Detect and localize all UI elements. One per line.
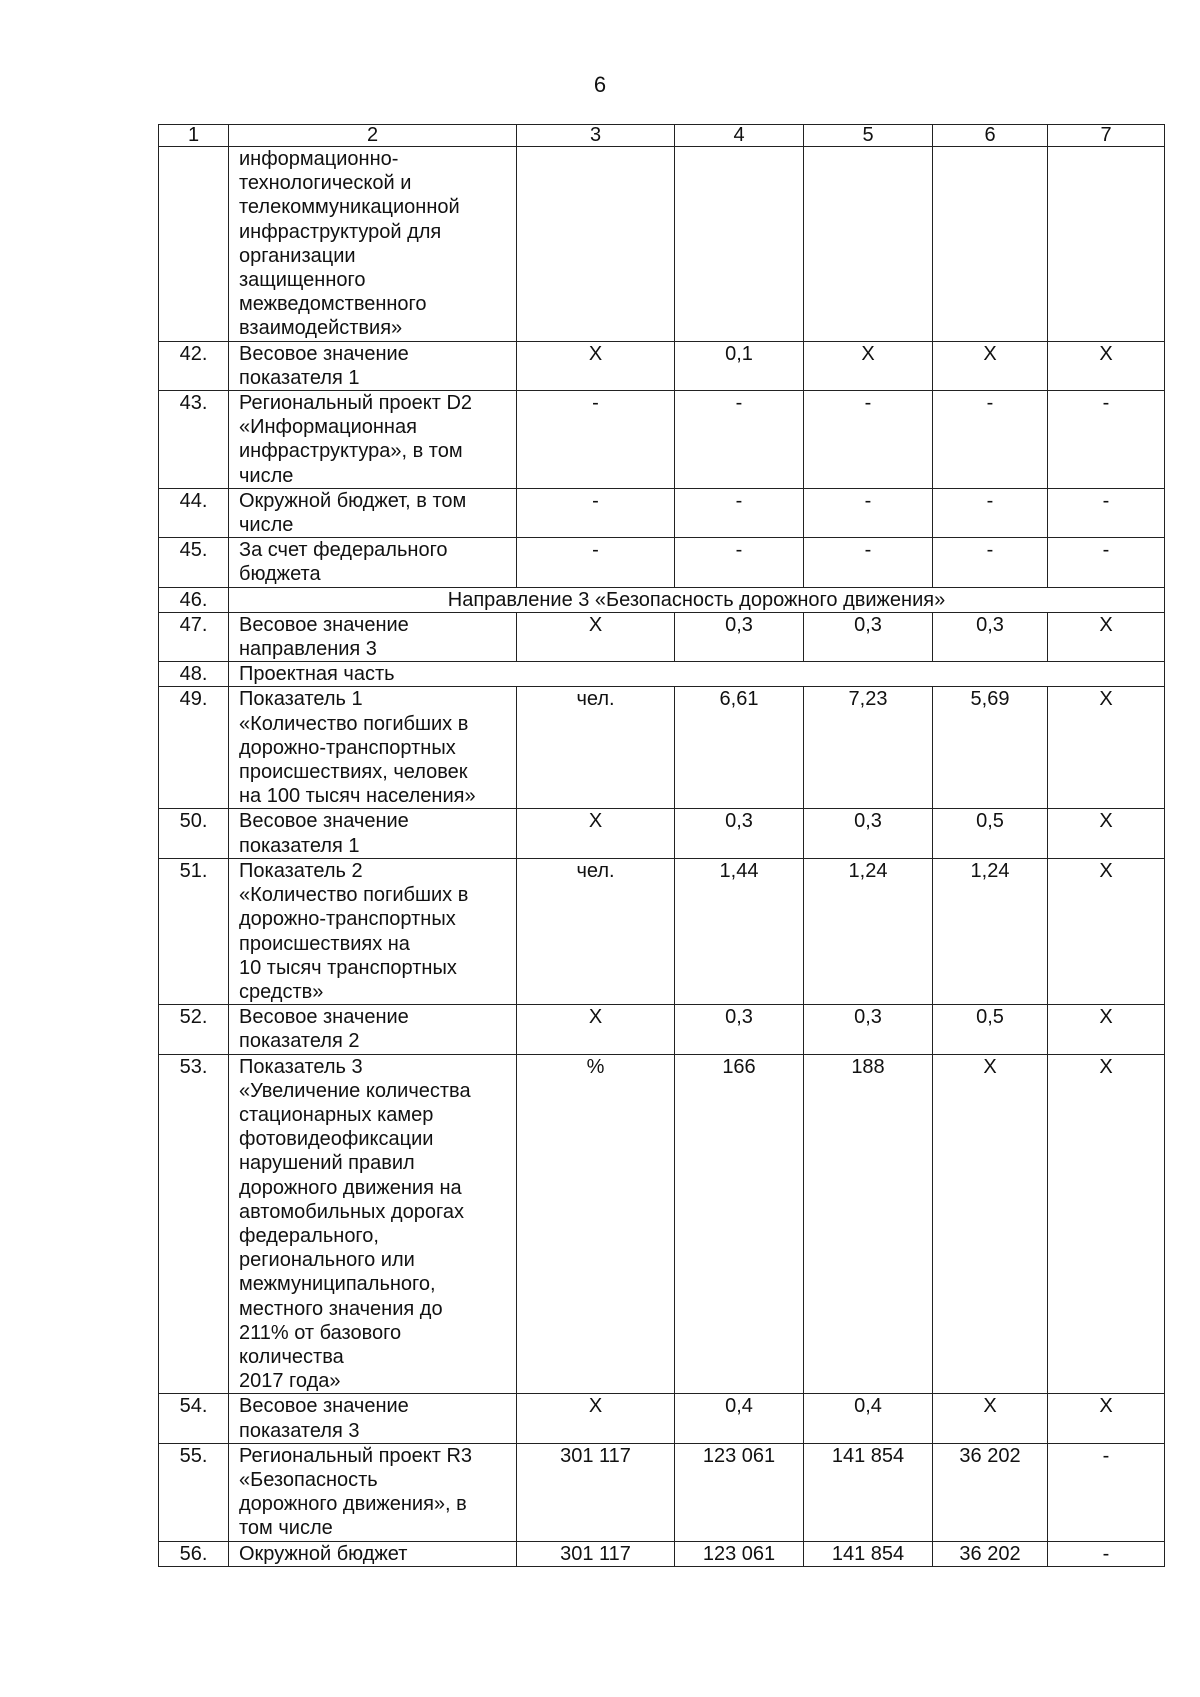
row-label: За счет федерального бюджета [229, 538, 517, 587]
table-row [159, 391, 1165, 489]
row-number: 53. [159, 1054, 229, 1394]
row-number: 48. [159, 662, 229, 687]
value-cell: X [1048, 858, 1165, 1004]
row-number: 55. [159, 1443, 229, 1541]
value-cell: X [1048, 1394, 1165, 1443]
table-row [159, 1054, 1165, 1394]
value-cell: X [1048, 1005, 1165, 1054]
row-label: Окружной бюджет [229, 1541, 517, 1566]
row-label: Региональный проект D2 «Информационная инфраструктура», в том числе [229, 391, 517, 489]
row-label: Окружной бюджет, в том числе [229, 488, 517, 537]
value-cell: 0,1 [675, 341, 804, 390]
value-cell: X [1048, 687, 1165, 809]
row-label: Весовое значение показателя 1 [229, 341, 517, 390]
row-number: 44. [159, 488, 229, 537]
row-label: Весовое значение показателя 1 [229, 809, 517, 858]
value-cell: - [1048, 488, 1165, 537]
row-number: 49. [159, 687, 229, 809]
row-label: Показатель 2 «Количество погибших в дорожно-транспортных происшествиях на 10 тысяч транспортных средств» [229, 858, 517, 1004]
row-number: 47. [159, 612, 229, 661]
value-cell: - [1048, 538, 1165, 587]
row-label: Региональный проект R3 «Безопасность дорожного движения», в том числе [229, 1443, 517, 1541]
value-cell: 5,69 [933, 687, 1048, 809]
value-cell: X [933, 1394, 1048, 1443]
row-label: Весовое значение направления 3 [229, 612, 517, 661]
value-cell [675, 147, 804, 342]
section-heading: Направление 3 «Безопасность дорожного движения» [229, 587, 1165, 612]
value-cell: X [1048, 612, 1165, 661]
value-cell: 141 854 [804, 1443, 933, 1541]
value-cell: 141 854 [804, 1541, 933, 1566]
table-row [159, 341, 1165, 390]
unit-cell: X [517, 1394, 675, 1443]
value-cell: - [1048, 1541, 1165, 1566]
column-header: 3 [517, 125, 675, 147]
unit-cell: X [517, 612, 675, 661]
table-row [159, 1005, 1165, 1054]
table-row [159, 662, 1165, 687]
value-cell: - [675, 391, 804, 489]
value-cell: 1,24 [804, 858, 933, 1004]
subsection-label: Проектная часть [229, 662, 1165, 687]
value-cell: 0,3 [804, 809, 933, 858]
value-cell [933, 147, 1048, 342]
row-number: 43. [159, 391, 229, 489]
row-number [159, 147, 229, 342]
value-cell: - [933, 538, 1048, 587]
value-cell: 6,61 [675, 687, 804, 809]
table-row [159, 587, 1165, 612]
table-row [159, 687, 1165, 809]
value-cell: 0,3 [804, 612, 933, 661]
column-header: 2 [229, 125, 517, 147]
value-cell: 0,5 [933, 1005, 1048, 1054]
unit-cell [517, 147, 675, 342]
row-number: 45. [159, 538, 229, 587]
row-number: 50. [159, 809, 229, 858]
table-row [159, 809, 1165, 858]
value-cell: 36 202 [933, 1443, 1048, 1541]
unit-cell: - [517, 391, 675, 489]
column-header: 1 [159, 125, 229, 147]
value-cell: 1,24 [933, 858, 1048, 1004]
value-cell: - [1048, 1443, 1165, 1541]
value-cell: 0,3 [933, 612, 1048, 661]
value-cell [804, 147, 933, 342]
row-number: 54. [159, 1394, 229, 1443]
header-row [159, 125, 1165, 147]
unit-cell: X [517, 809, 675, 858]
table-row [159, 858, 1165, 1004]
row-number: 56. [159, 1541, 229, 1566]
table-row [159, 147, 1165, 342]
table-row [159, 488, 1165, 537]
value-cell: - [804, 391, 933, 489]
value-cell: - [1048, 391, 1165, 489]
row-number: 46. [159, 587, 229, 612]
value-cell: 188 [804, 1054, 933, 1394]
value-cell: - [933, 488, 1048, 537]
table-row [159, 1394, 1165, 1443]
value-cell: 0,3 [804, 1005, 933, 1054]
column-header: 6 [933, 125, 1048, 147]
value-cell: 0,3 [675, 612, 804, 661]
column-header: 7 [1048, 125, 1165, 147]
table-row [159, 1541, 1165, 1566]
value-cell: X [1048, 341, 1165, 390]
value-cell: X [933, 341, 1048, 390]
row-number: 51. [159, 858, 229, 1004]
row-label: Показатель 1 «Количество погибших в дорожно-транспортных происшествиях, человек на 100 тысяч населения» [229, 687, 517, 809]
unit-cell: 301 117 [517, 1443, 675, 1541]
value-cell: X [1048, 809, 1165, 858]
unit-cell: X [517, 341, 675, 390]
value-cell: 7,23 [804, 687, 933, 809]
row-number: 42. [159, 341, 229, 390]
value-cell: - [804, 488, 933, 537]
unit-cell: - [517, 488, 675, 537]
page-number: 6 [593, 72, 607, 97]
value-cell: 0,5 [933, 809, 1048, 858]
value-cell: X [804, 341, 933, 390]
value-cell: X [1048, 1054, 1165, 1394]
column-header: 4 [675, 125, 804, 147]
unit-cell: X [517, 1005, 675, 1054]
unit-cell: 301 117 [517, 1541, 675, 1566]
value-cell: 0,3 [675, 1005, 804, 1054]
value-cell: - [675, 538, 804, 587]
unit-cell: % [517, 1054, 675, 1394]
unit-cell: чел. [517, 687, 675, 809]
value-cell: 36 202 [933, 1541, 1048, 1566]
unit-cell: - [517, 538, 675, 587]
table-body [159, 125, 1165, 1567]
unit-cell: чел. [517, 858, 675, 1004]
value-cell: 166 [675, 1054, 804, 1394]
value-cell: X [933, 1054, 1048, 1394]
value-cell: 123 061 [675, 1443, 804, 1541]
value-cell: - [933, 391, 1048, 489]
column-header: 5 [804, 125, 933, 147]
table-row [159, 1443, 1165, 1541]
value-cell: 123 061 [675, 1541, 804, 1566]
row-label: Весовое значение показателя 3 [229, 1394, 517, 1443]
value-cell [1048, 147, 1165, 342]
value-cell: 0,3 [675, 809, 804, 858]
data-table [158, 124, 1165, 1567]
row-label: Весовое значение показателя 2 [229, 1005, 517, 1054]
value-cell: 0,4 [804, 1394, 933, 1443]
value-cell: 1,44 [675, 858, 804, 1004]
row-number: 52. [159, 1005, 229, 1054]
value-cell: 0,4 [675, 1394, 804, 1443]
value-cell: - [804, 538, 933, 587]
row-label: информационно- технологической и телекоммуникационной инфраструктурой для организации защищенного межведомственного взаимодействия» [229, 147, 517, 342]
row-label: Показатель 3 «Увеличение количества стационарных камер фотовидеофиксации нарушений правил дорожного движения на автомобильных дорогах федерального, регионального или межмуниципального, местного значения до 211% от базового количества 2017 года» [229, 1054, 517, 1394]
table-row [159, 612, 1165, 661]
table-row [159, 538, 1165, 587]
value-cell: - [675, 488, 804, 537]
